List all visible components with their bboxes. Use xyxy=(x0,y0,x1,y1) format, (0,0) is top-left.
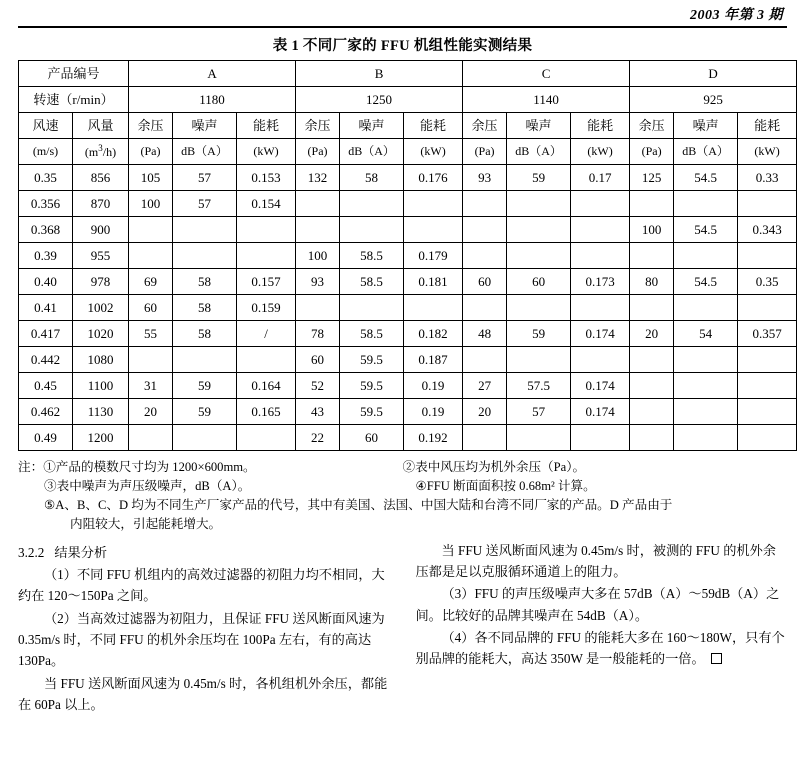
header-wind-speed-unit: (m/s) xyxy=(19,139,73,165)
cell-a-pressure: 100 xyxy=(129,191,173,217)
cell-b-pressure: 100 xyxy=(296,243,340,269)
cell-d-noise xyxy=(674,399,738,425)
cell-a-power: 0.165 xyxy=(237,399,296,425)
cell-c-pressure xyxy=(463,191,507,217)
cell-b-power xyxy=(404,191,463,217)
cell-a-noise: 58 xyxy=(173,321,237,347)
cell-b-noise: 59.5 xyxy=(340,347,404,373)
cell-d-noise xyxy=(674,191,738,217)
note-item-5-cont: 内阻较大，引起能耗增大。 xyxy=(70,516,222,531)
cell-a-pressure: 69 xyxy=(129,269,173,295)
header-air-volume-unit: $(m^3/h)$ xyxy=(73,139,129,165)
cell-c-noise xyxy=(507,347,571,373)
cell-a-noise xyxy=(173,217,237,243)
cell-a-pressure: 105 xyxy=(129,165,173,191)
cell-b-power: 0.179 xyxy=(404,243,463,269)
header-d-noise: 噪声 xyxy=(674,113,738,139)
cell-flow: 1130 xyxy=(73,399,129,425)
cell-c-pressure xyxy=(463,347,507,373)
cell-speed: 0.368 xyxy=(19,217,73,243)
cell-b-noise: 60 xyxy=(340,425,404,451)
cell-c-power xyxy=(571,425,630,451)
cell-a-noise: 58 xyxy=(173,295,237,321)
cell-b-noise xyxy=(340,191,404,217)
cell-speed: 0.41 xyxy=(19,295,73,321)
cell-d-pressure xyxy=(630,347,674,373)
cell-d-power xyxy=(738,373,797,399)
paragraph: （1）不同 FFU 机组内的高效过滤器的初阻力均不相同，大约在 120～150Pa 之间。 xyxy=(18,566,385,604)
cell-d-noise: 54 xyxy=(674,321,738,347)
cell-b-noise xyxy=(340,217,404,243)
section-heading xyxy=(18,542,390,563)
cell-c-power: 0.174 xyxy=(571,373,630,399)
note-item-1: ①产品的模数尺寸均为 1200×600mm。 xyxy=(43,460,256,474)
header-c-power: 能耗 xyxy=(571,113,630,139)
cell-speed: 0.49 xyxy=(19,425,73,451)
cell-b-pressure: 132 xyxy=(296,165,340,191)
cell-c-pressure: 27 xyxy=(463,373,507,399)
end-of-article-mark xyxy=(711,653,722,664)
cell-c-power: 0.173 xyxy=(571,269,630,295)
cell-c-power: 0.17 xyxy=(571,165,630,191)
cell-d-noise xyxy=(674,347,738,373)
cell-b-noise: 59.5 xyxy=(340,399,404,425)
cell-a-pressure: 31 xyxy=(129,373,173,399)
cell-speed: 0.417 xyxy=(19,321,73,347)
group-b-name: B xyxy=(296,61,463,87)
cell-b-pressure xyxy=(296,295,340,321)
cell-a-pressure xyxy=(129,243,173,269)
cell-flow: 900 xyxy=(73,217,129,243)
header-air-volume: 风量 xyxy=(73,113,129,139)
cell-d-pressure xyxy=(630,191,674,217)
cell-d-pressure: 20 xyxy=(630,321,674,347)
header-c-noise-unit: dB（A） xyxy=(507,139,571,165)
cell-a-pressure xyxy=(129,347,173,373)
paragraph xyxy=(416,627,788,670)
cell-b-pressure: 52 xyxy=(296,373,340,399)
header-a-static-pressure: 余压 xyxy=(129,113,173,139)
cell-d-noise: 54.5 xyxy=(674,217,738,243)
cell-speed: 0.40 xyxy=(19,269,73,295)
cell-d-power xyxy=(738,295,797,321)
cell-d-power: 0.33 xyxy=(738,165,797,191)
table-row xyxy=(19,243,797,269)
cell-flow: 1002 xyxy=(73,295,129,321)
header-c-power-unit: (kW) xyxy=(571,139,630,165)
cell-b-pressure: 22 xyxy=(296,425,340,451)
header-wind-speed: 风速 xyxy=(19,113,73,139)
cell-c-noise xyxy=(507,295,571,321)
cell-d-pressure: 125 xyxy=(630,165,674,191)
cell-c-power xyxy=(571,243,630,269)
cell-speed: 0.39 xyxy=(19,243,73,269)
cell-b-noise xyxy=(340,295,404,321)
header-product-no: 产品编号 xyxy=(19,61,129,87)
header-c-noise: 噪声 xyxy=(507,113,571,139)
cell-d-pressure xyxy=(630,243,674,269)
cell-b-noise: 58.5 xyxy=(340,269,404,295)
cell-d-noise: 54.5 xyxy=(674,165,738,191)
paragraph: （2）当高效过滤器为初阻力，且保证 FFU 送风断面风速为 0.35m/s 时，不同 FFU 的机外余压均在 100Pa 左右，有的高达 130Pa。 xyxy=(18,610,385,669)
cell-speed: 0.462 xyxy=(19,399,73,425)
table-row xyxy=(19,269,797,295)
header-a-noise: 噪声 xyxy=(173,113,237,139)
cell-c-noise xyxy=(507,191,571,217)
section-title: 结果分析 xyxy=(54,544,108,560)
cell-d-power xyxy=(738,347,797,373)
cell-c-pressure xyxy=(463,217,507,243)
cell-d-power xyxy=(738,243,797,269)
cell-c-noise: 57 xyxy=(507,399,571,425)
cell-d-noise xyxy=(674,373,738,399)
cell-a-noise: 57 xyxy=(173,191,237,217)
cell-c-pressure: 60 xyxy=(463,269,507,295)
cell-a-power: 0.159 xyxy=(237,295,296,321)
cell-a-noise xyxy=(173,425,237,451)
cell-d-pressure xyxy=(630,399,674,425)
notes-lead: 注： xyxy=(18,460,44,474)
header-d-static-pressure-unit: (Pa) xyxy=(630,139,674,165)
ffu-performance-table xyxy=(18,60,797,451)
header-b-power-unit: (kW) xyxy=(404,139,463,165)
cell-a-pressure xyxy=(129,425,173,451)
cell-b-noise: 58.5 xyxy=(340,321,404,347)
cell-flow: 955 xyxy=(73,243,129,269)
cell-b-noise: 58 xyxy=(340,165,404,191)
header-b-power: 能耗 xyxy=(404,113,463,139)
header-b-static-pressure-unit: (Pa) xyxy=(296,139,340,165)
cell-speed: 0.35 xyxy=(19,165,73,191)
cell-c-power xyxy=(571,191,630,217)
cell-c-power: 0.174 xyxy=(571,321,630,347)
table-row xyxy=(19,373,797,399)
cell-d-power: 0.35 xyxy=(738,269,797,295)
cell-b-pressure: 78 xyxy=(296,321,340,347)
cell-c-power xyxy=(571,347,630,373)
cell-a-noise: 57 xyxy=(173,165,237,191)
table-row xyxy=(19,399,797,425)
cell-speed: 0.356 xyxy=(19,191,73,217)
group-d-rpm: 925 xyxy=(630,87,797,113)
cell-d-pressure xyxy=(630,425,674,451)
note-item-2: ②表中风压均为机外余压（Pa）。 xyxy=(402,460,586,474)
header-a-noise-unit: dB（A） xyxy=(173,139,237,165)
cell-flow: 1100 xyxy=(73,373,129,399)
cell-flow: 1200 xyxy=(73,425,129,451)
header-a-power-unit: (kW) xyxy=(237,139,296,165)
cell-b-power: 0.19 xyxy=(404,399,463,425)
cell-a-power xyxy=(237,243,296,269)
cell-speed: 0.45 xyxy=(19,373,73,399)
cell-flow: 978 xyxy=(73,269,129,295)
header-a-power: 能耗 xyxy=(237,113,296,139)
group-c-name: C xyxy=(463,61,630,87)
note-item-5: ⑤A、B、C、D 均为不同生产厂家产品的代号，其中有美国、法国、中国大陆和台湾不同厂家的产品。D 产品由于 xyxy=(44,497,673,512)
table-row xyxy=(19,425,797,451)
cell-d-power xyxy=(738,191,797,217)
group-d-name: D xyxy=(630,61,797,87)
cell-b-power: 0.176 xyxy=(404,165,463,191)
cell-b-noise: 59.5 xyxy=(340,373,404,399)
cell-a-power: 0.154 xyxy=(237,191,296,217)
table-row xyxy=(19,321,797,347)
cell-d-noise xyxy=(674,295,738,321)
section-number: 3.2.2 xyxy=(18,544,45,560)
cell-c-pressure: 48 xyxy=(463,321,507,347)
article-body xyxy=(18,540,787,716)
group-a-name: A xyxy=(129,61,296,87)
cell-a-noise: 58 xyxy=(173,269,237,295)
table-header-row-sub-units xyxy=(19,139,797,165)
header-c-static-pressure-unit: (Pa) xyxy=(463,139,507,165)
cell-b-noise: 58.5 xyxy=(340,243,404,269)
cell-c-pressure xyxy=(463,295,507,321)
cell-b-power xyxy=(404,217,463,243)
cell-b-pressure xyxy=(296,191,340,217)
cell-a-power: / xyxy=(237,321,296,347)
cell-d-noise: 54.5 xyxy=(674,269,738,295)
page-header xyxy=(18,0,787,24)
header-b-static-pressure: 余压 xyxy=(296,113,340,139)
cell-b-power xyxy=(404,295,463,321)
cell-c-power xyxy=(571,295,630,321)
cell-d-pressure xyxy=(630,295,674,321)
body-column-left xyxy=(18,540,390,716)
table-row xyxy=(19,347,797,373)
header-d-power: 能耗 xyxy=(738,113,797,139)
cell-d-power xyxy=(738,399,797,425)
cell-b-power: 0.181 xyxy=(404,269,463,295)
group-c-rpm: 1140 xyxy=(463,87,630,113)
table-row xyxy=(19,217,797,243)
cell-d-pressure: 100 xyxy=(630,217,674,243)
paragraph-text: （4）各不同品牌的 FFU 的能耗大多在 160～180W，只有个别品牌的能耗大，高达 350W 是一般能耗的一倍。 xyxy=(415,630,785,667)
cell-flow: 1080 xyxy=(73,347,129,373)
table-header-row-product xyxy=(19,61,797,87)
body-column-right xyxy=(416,540,788,716)
cell-b-power: 0.19 xyxy=(404,373,463,399)
header-d-power-unit: (kW) xyxy=(738,139,797,165)
cell-a-pressure: 60 xyxy=(129,295,173,321)
cell-a-power: 0.153 xyxy=(237,165,296,191)
table-header-row-rpm xyxy=(19,87,797,113)
cell-d-noise xyxy=(674,425,738,451)
cell-d-power: 0.343 xyxy=(738,217,797,243)
table-caption: 表 1 不同厂家的 FFU 机组性能实测结果 xyxy=(272,38,533,54)
cell-c-pressure: 20 xyxy=(463,399,507,425)
header-b-noise-unit: dB（A） xyxy=(340,139,404,165)
cell-a-power xyxy=(237,425,296,451)
table-row xyxy=(19,191,797,217)
note-item-3: ③表中噪声为声压级噪声，dB（A）。 xyxy=(44,478,251,493)
cell-d-noise xyxy=(674,243,738,269)
cell-a-pressure xyxy=(129,217,173,243)
cell-a-noise xyxy=(173,347,237,373)
header-c-static-pressure: 余压 xyxy=(463,113,507,139)
cell-a-pressure: 20 xyxy=(129,399,173,425)
header-speed-rpm: 转速（r/min） xyxy=(19,87,129,113)
cell-b-power: 0.192 xyxy=(404,425,463,451)
cell-b-pressure: 43 xyxy=(296,399,340,425)
issue-label: 2003 年第 3 期 xyxy=(690,8,783,23)
paragraph: 当 FFU 送风断面风速为 0.45m/s 时，被测的 FFU 的机外余压都是足以克服循环通道上的阻力。 xyxy=(415,542,776,579)
paragraph: 当 FFU 送风断面风速为 0.45m/s 时，各机组机外余压，都能在 60Pa 以上。 xyxy=(18,675,388,713)
cell-c-noise xyxy=(507,425,571,451)
cell-b-power: 0.187 xyxy=(404,347,463,373)
cell-flow: 1020 xyxy=(73,321,129,347)
cell-a-power: 0.164 xyxy=(237,373,296,399)
note-item-4: ④FFU 断面面积按 0.68m² 计算。 xyxy=(415,478,596,493)
cell-c-noise: 57.5 xyxy=(507,373,571,399)
group-a-rpm: 1180 xyxy=(129,87,296,113)
cell-flow: 856 xyxy=(73,165,129,191)
cell-a-noise: 59 xyxy=(173,399,237,425)
cell-flow: 870 xyxy=(73,191,129,217)
cell-c-pressure: 93 xyxy=(463,165,507,191)
cell-d-power xyxy=(738,425,797,451)
cell-d-pressure xyxy=(630,373,674,399)
cell-d-power: 0.357 xyxy=(738,321,797,347)
cell-b-pressure: 60 xyxy=(296,347,340,373)
cell-speed: 0.442 xyxy=(19,347,73,373)
cell-a-power xyxy=(237,347,296,373)
group-b-rpm: 1250 xyxy=(296,87,463,113)
cell-d-pressure: 80 xyxy=(630,269,674,295)
cell-c-pressure xyxy=(463,243,507,269)
header-d-static-pressure: 余压 xyxy=(630,113,674,139)
paragraph: （3）FFU 的声压级噪声大多在 57dB（A）～59dB（A）之间。比较好的品牌其噪声在 54dB（A）。 xyxy=(415,586,780,623)
cell-a-noise: 59 xyxy=(173,373,237,399)
table-notes xyxy=(18,458,787,534)
header-a-static-pressure-unit: (Pa) xyxy=(129,139,173,165)
cell-a-power xyxy=(237,217,296,243)
cell-a-pressure: 55 xyxy=(129,321,173,347)
cell-c-power: 0.174 xyxy=(571,399,630,425)
cell-c-noise xyxy=(507,217,571,243)
table-header-row-sub-top xyxy=(19,113,797,139)
cell-c-noise xyxy=(507,243,571,269)
cell-c-noise: 59 xyxy=(507,165,571,191)
cell-c-power xyxy=(571,217,630,243)
table-row xyxy=(19,165,797,191)
cell-b-pressure xyxy=(296,217,340,243)
cell-c-pressure xyxy=(463,425,507,451)
cell-c-noise: 60 xyxy=(507,269,571,295)
table-row xyxy=(19,295,797,321)
cell-b-pressure: 93 xyxy=(296,269,340,295)
cell-a-power: 0.157 xyxy=(237,269,296,295)
header-b-noise: 噪声 xyxy=(340,113,404,139)
cell-b-power: 0.182 xyxy=(404,321,463,347)
header-d-noise-unit: dB（A） xyxy=(674,139,738,165)
cell-c-noise: 59 xyxy=(507,321,571,347)
cell-a-noise xyxy=(173,243,237,269)
